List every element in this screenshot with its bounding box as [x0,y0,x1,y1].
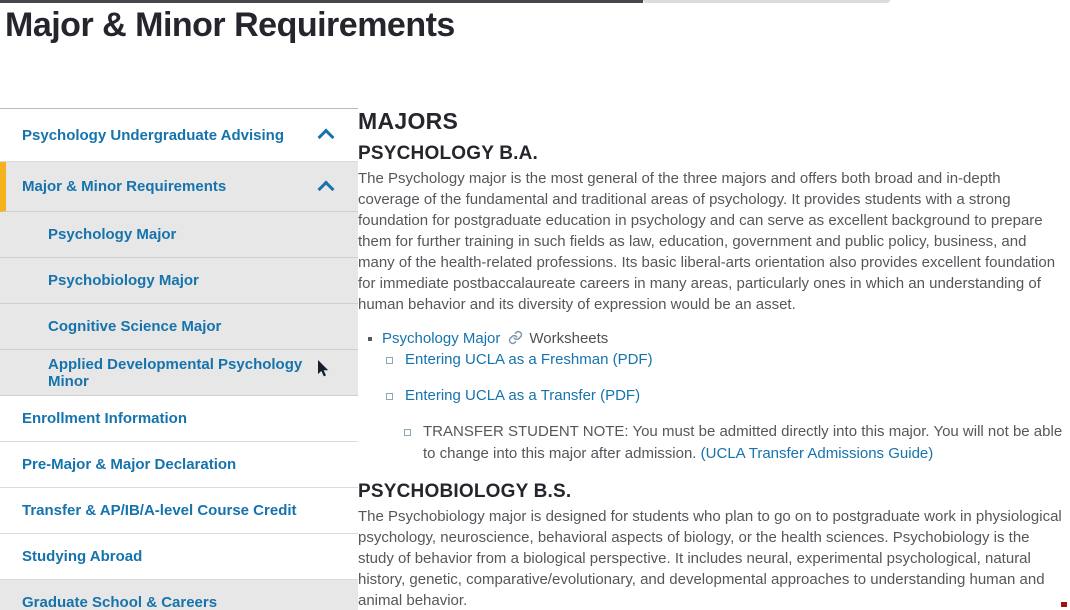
sidebar-item-studying-abroad[interactable] [0,534,358,580]
main-content [357,104,1070,610]
sidebar-item-label: Transfer & AP/IB/A-level Course Credit [22,502,297,519]
hollow-square-bullet-icon [386,393,393,400]
list-item [358,421,1064,465]
sidebar [0,108,358,610]
sidebar-item-transfer-course-credit[interactable] [0,488,358,534]
mouse-cursor-icon [318,360,330,382]
link-chain-icon [508,330,523,345]
sidebar-item-enrollment-information[interactable] [0,396,358,442]
sidebar-item-label: Studying Abroad [22,548,143,565]
red-artifact [1061,602,1067,607]
psychobiology-description: The Psychobiology major is designed for students who plan to go on to postgraduate work in physiological psychology, neuroscience, behavioral aspects of biology, or the health sciences. Psychobiology is the study of behavior from a biological perspective. It includes neural, experimental psychological, natural history, genetic, comparative/evolutionary, and developmental approaches to understanding human and animal behavior. [358,508,1062,609]
sidebar-item-label: Major & Minor Requirements [22,178,227,195]
sidebar-item-label: Enrollment Information [22,410,187,427]
freshman-pdf-link[interactable]: Entering UCLA as a Freshman (PDF) [405,351,653,368]
list-item [358,328,1064,349]
heading-psychobiology-bs: PSYCHOBIOLOGY B.S. [358,481,572,502]
sidebar-item-applied-developmental-psychology-minor[interactable] [0,350,358,396]
worksheets-list [358,328,1064,349]
sidebar-item-psychobiology-major[interactable] [0,258,358,304]
top-navbar-remnant [0,0,643,3]
page-title: Major & Minor Requirements [5,6,455,44]
sidebar-item-psychology-undergraduate-advising[interactable] [0,109,358,162]
sidebar-item-label: Psychology Undergraduate Advising [22,126,284,144]
transfer-note-text: TRANSFER STUDENT NOTE: You must be admitted directly into this major. You will not be able to change into this major after admission. [423,423,1063,462]
psychology-description: The Psychology major is the most general of the three majors and offers both broad and in-depth coverage of the fundamental and traditional areas of psychology. It provides students with a strong foundation for postgraduate education in psychology and can serve as excellent background to prepare them for further training in such fields as law, education, government and public policy, business, and many of the health-related professions. Its basic liberal-arts orientation also provides excellent foundation for immediate postbaccalaureate careers in many areas, particularly ones in which an understanding of human behavior and its diversity of expression would be an asset. [358,170,1056,313]
transfer-pdf-link[interactable]: Entering UCLA as a Transfer (PDF) [405,387,641,404]
sidebar-item-label: Cognitive Science Major [48,318,222,335]
square-bullet-icon [368,337,372,341]
sidebar-item-graduate-school-careers[interactable] [0,580,358,610]
sidebar-item-pre-major-declaration[interactable] [0,442,358,488]
worksheet-links-list [358,349,1064,406]
sidebar-item-label: Applied Developmental Psychology Minor [48,355,303,390]
worksheets-label: Worksheets [529,330,609,347]
transfer-note-list [358,421,1064,465]
section-heading-majors: MAJORS [358,108,459,134]
list-item [358,349,1064,370]
ucla-transfer-admissions-guide-link[interactable]: (UCLA Transfer Admissions Guide) [700,445,934,462]
sidebar-item-major-minor-requirements[interactable] [0,162,358,212]
sidebar-item-label: Psychobiology Major [48,272,199,289]
top-searchbar-remnant [643,0,890,3]
heading-psychology-ba: PSYCHOLOGY B.A. [358,143,539,164]
chevron-up-icon[interactable] [318,180,335,197]
chevron-up-icon[interactable] [318,129,335,146]
hollow-square-bullet-icon [386,357,393,364]
sidebar-item-cognitive-science-major[interactable] [0,304,358,350]
sidebar-item-label: Pre-Major & Major Declaration [22,456,237,473]
list-item [358,385,1064,406]
sidebar-item-label: Graduate School & Careers [22,594,218,610]
hollow-square-bullet-icon [404,429,411,436]
sidebar-item-psychology-major[interactable] [0,212,358,258]
psychology-major-link[interactable]: Psychology Major [382,330,501,347]
sidebar-item-label: Psychology Major [48,226,177,243]
